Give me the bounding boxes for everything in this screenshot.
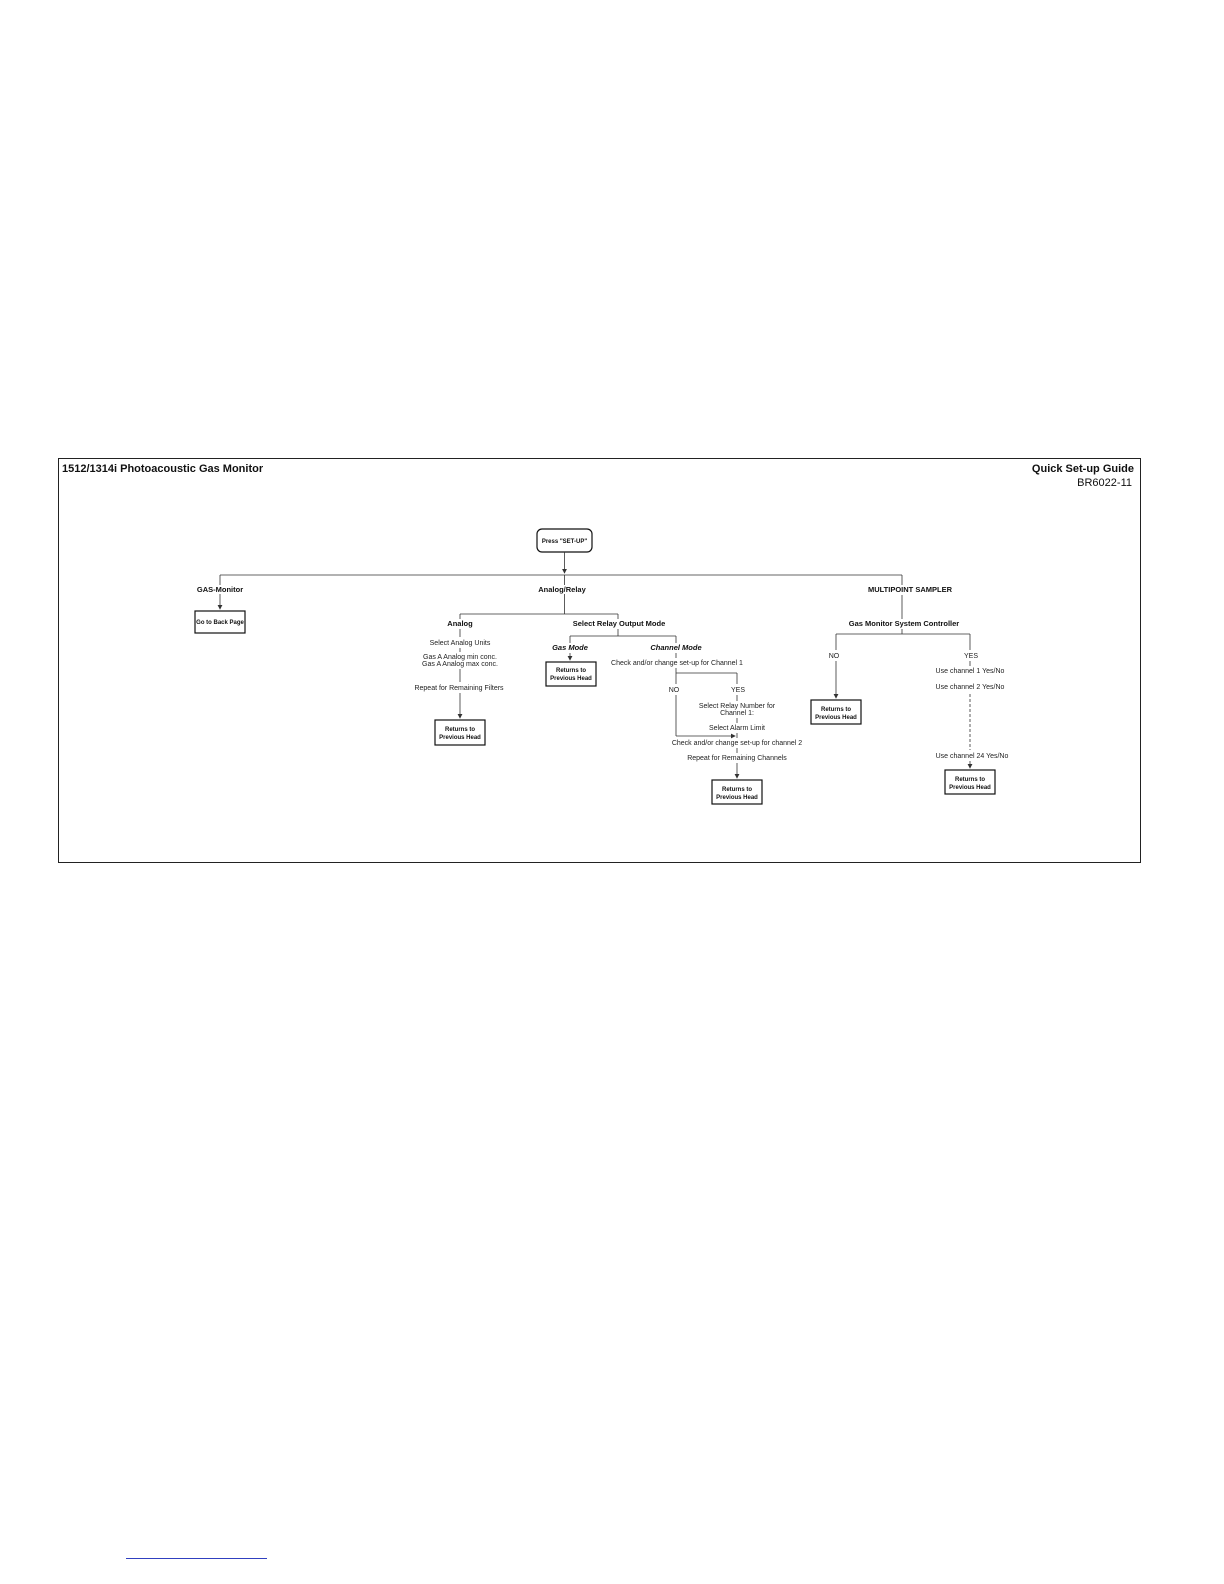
analog-relay-label: Analog/Relay — [538, 585, 586, 594]
multipoint-label: MULTIPOINT SAMPLER — [867, 585, 953, 594]
channel-mode-label: Channel Mode — [650, 643, 702, 652]
analog-step-max: Gas A Analog max conc. — [422, 661, 498, 668]
guide-title: Quick Set-up Guide — [1031, 463, 1134, 475]
footer-rule — [126, 1558, 267, 1559]
channel-check-label: Check and/or change set-up for Channel 1 — [611, 660, 743, 667]
analog-step-min: Gas A Analog min conc. — [423, 654, 497, 661]
gas-monitor-label: GAS-Monitor — [196, 585, 244, 594]
channel-step-alarm: Select Alarm Limit — [708, 725, 766, 732]
relay-mode-label: Select Relay Output Mode — [572, 619, 666, 628]
channel-step-check2: Check and/or change set-up for channel 2 — [671, 740, 803, 747]
start-node-label: Press "SET-UP" — [541, 539, 588, 545]
page-title: 1512/1314i Photoacoustic Gas Monitor — [62, 463, 264, 475]
multipoint-step-ch2: Use channel 2 Yes/No — [935, 684, 1005, 691]
back-page-label: Go to Back Page — [196, 620, 244, 626]
analog-return-line1: Returns to — [445, 727, 475, 733]
channel-mode-return-line2: Previous Head — [716, 795, 758, 801]
channel-mode-return-line1: Returns to — [722, 787, 752, 793]
gas-mode-return-line1: Returns to — [556, 668, 586, 674]
multipoint-no-label: NO — [828, 653, 840, 660]
multipoint-no-return-line1: Returns to — [821, 707, 851, 713]
multipoint-yes-return-line2: Previous Head — [949, 785, 991, 791]
gas-mode-return-line2: Previous Head — [550, 676, 592, 682]
gas-mode-label: Gas Mode — [552, 643, 588, 652]
multipoint-step-ch1: Use channel 1 Yes/No — [935, 668, 1005, 675]
channel-no-label: NO — [668, 687, 680, 694]
channel-step-relay: Select Relay Number for — [698, 703, 776, 710]
document-code: BR6022-11 — [1077, 477, 1132, 489]
analog-step-repeat: Repeat for Remaining Filters — [414, 685, 504, 692]
analog-return-line2: Previous Head — [439, 735, 481, 741]
channel-yes-label: YES — [730, 687, 746, 694]
multipoint-yes-label: YES — [963, 653, 979, 660]
gas-mode-return-box — [546, 662, 596, 686]
channel-step-channel1: Channel 1: — [720, 710, 754, 717]
controller-label: Gas Monitor System Controller — [848, 619, 960, 628]
channel-step-repeat: Repeat for Remaining Channels — [687, 755, 787, 762]
multipoint-no-return-line2: Previous Head — [815, 715, 857, 721]
analog-label: Analog — [447, 619, 473, 628]
analog-step-units: Select Analog Units — [429, 640, 491, 647]
multipoint-step-ch24: Use channel 24 Yes/No — [935, 753, 1009, 760]
multipoint-yes-return-line1: Returns to — [955, 777, 985, 783]
